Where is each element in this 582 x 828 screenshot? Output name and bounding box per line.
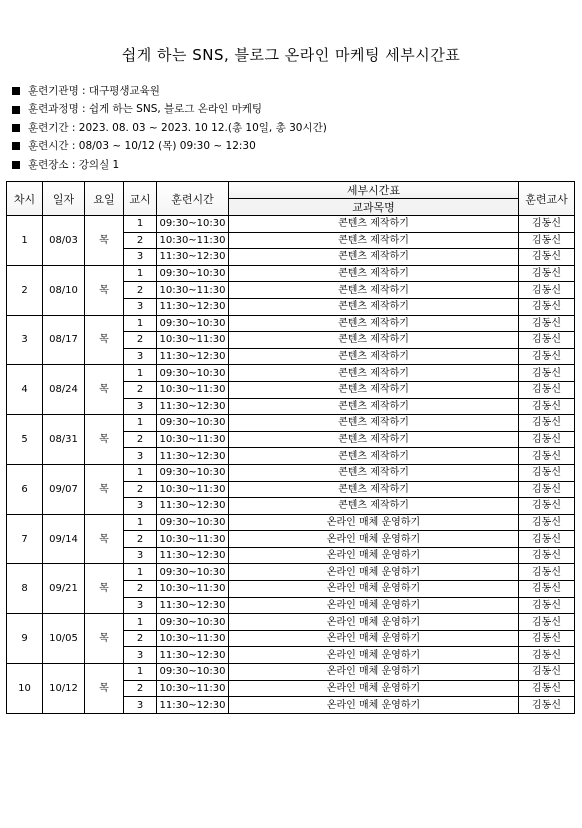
cell-date: 10/05 bbox=[43, 614, 85, 664]
square-bullet-icon bbox=[12, 87, 20, 95]
header-subject: 교과목명 bbox=[229, 199, 519, 216]
cell-period: 2 bbox=[124, 481, 157, 498]
cell-subject: 온라인 매체 운영하기 bbox=[229, 664, 519, 681]
cell-time: 11:30~12:30 bbox=[157, 348, 229, 365]
cell-date: 08/17 bbox=[43, 315, 85, 365]
info-item-hours bbox=[12, 137, 327, 155]
cell-subject: 온라인 매체 운영하기 bbox=[229, 564, 519, 581]
square-bullet-icon bbox=[12, 161, 20, 169]
info-text: 훈련과정명 : 쉽게 하는 SNS, 블로그 온라인 마케팅 bbox=[28, 103, 262, 116]
info-item-period bbox=[12, 119, 327, 137]
square-bullet-icon bbox=[12, 142, 20, 150]
info-item-location bbox=[12, 156, 327, 174]
cell-teacher: 김동신 bbox=[519, 282, 575, 299]
cell-round: 1 bbox=[7, 216, 43, 266]
cell-subject: 온라인 매체 운영하기 bbox=[229, 647, 519, 664]
cell-teacher: 김동신 bbox=[519, 647, 575, 664]
cell-round: 6 bbox=[7, 464, 43, 514]
cell-time: 10:30~11:30 bbox=[157, 381, 229, 398]
cell-time: 09:30~10:30 bbox=[157, 265, 229, 282]
cell-subject: 콘텐츠 제작하기 bbox=[229, 398, 519, 415]
cell-time: 11:30~12:30 bbox=[157, 597, 229, 614]
cell-teacher: 김동신 bbox=[519, 697, 575, 714]
cell-period: 1 bbox=[124, 415, 157, 432]
cell-subject: 온라인 매체 운영하기 bbox=[229, 514, 519, 531]
cell-teacher: 김동신 bbox=[519, 614, 575, 631]
info-item-institution bbox=[12, 82, 327, 100]
cell-time: 09:30~10:30 bbox=[157, 216, 229, 233]
cell-teacher: 김동신 bbox=[519, 332, 575, 349]
table-row bbox=[7, 514, 575, 531]
cell-subject: 온라인 매체 운영하기 bbox=[229, 680, 519, 697]
cell-period: 1 bbox=[124, 514, 157, 531]
cell-round: 4 bbox=[7, 365, 43, 415]
cell-date: 09/21 bbox=[43, 564, 85, 614]
cell-date: 09/07 bbox=[43, 464, 85, 514]
table-row bbox=[7, 365, 575, 382]
cell-time: 10:30~11:30 bbox=[157, 581, 229, 598]
cell-period: 1 bbox=[124, 216, 157, 233]
cell-time: 10:30~11:30 bbox=[157, 431, 229, 448]
table-row bbox=[7, 464, 575, 481]
cell-teacher: 김동신 bbox=[519, 265, 575, 282]
cell-round: 2 bbox=[7, 265, 43, 315]
cell-period: 2 bbox=[124, 630, 157, 647]
cell-date: 08/31 bbox=[43, 415, 85, 465]
cell-time: 10:30~11:30 bbox=[157, 680, 229, 697]
table-row bbox=[7, 265, 575, 282]
cell-day: 목 bbox=[85, 415, 124, 465]
cell-teacher: 김동신 bbox=[519, 381, 575, 398]
cell-subject: 온라인 매체 운영하기 bbox=[229, 547, 519, 564]
cell-period: 2 bbox=[124, 381, 157, 398]
cell-teacher: 김동신 bbox=[519, 680, 575, 697]
cell-teacher: 김동신 bbox=[519, 216, 575, 233]
cell-time: 10:30~11:30 bbox=[157, 332, 229, 349]
cell-period: 2 bbox=[124, 431, 157, 448]
cell-subject: 콘텐츠 제작하기 bbox=[229, 249, 519, 266]
cell-period: 3 bbox=[124, 398, 157, 415]
table-row bbox=[7, 664, 575, 681]
cell-time: 09:30~10:30 bbox=[157, 614, 229, 631]
cell-teacher: 김동신 bbox=[519, 398, 575, 415]
cell-teacher: 김동신 bbox=[519, 531, 575, 548]
info-text: 훈련장소 : 강의실 1 bbox=[28, 158, 120, 171]
cell-subject: 콘텐츠 제작하기 bbox=[229, 348, 519, 365]
cell-teacher: 김동신 bbox=[519, 464, 575, 481]
cell-time: 09:30~10:30 bbox=[157, 464, 229, 481]
cell-teacher: 김동신 bbox=[519, 514, 575, 531]
cell-teacher: 김동신 bbox=[519, 315, 575, 332]
cell-period: 3 bbox=[124, 697, 157, 714]
cell-subject: 콘텐츠 제작하기 bbox=[229, 448, 519, 465]
cell-subject: 콘텐츠 제작하기 bbox=[229, 232, 519, 249]
header-period: 교시 bbox=[124, 182, 157, 216]
cell-period: 2 bbox=[124, 332, 157, 349]
cell-subject: 온라인 매체 운영하기 bbox=[229, 614, 519, 631]
cell-time: 09:30~10:30 bbox=[157, 365, 229, 382]
cell-time: 11:30~12:30 bbox=[157, 547, 229, 564]
header-date: 일자 bbox=[43, 182, 85, 216]
cell-subject: 콘텐츠 제작하기 bbox=[229, 381, 519, 398]
cell-day: 목 bbox=[85, 315, 124, 365]
square-bullet-icon bbox=[12, 106, 20, 114]
cell-round: 3 bbox=[7, 315, 43, 365]
cell-time: 11:30~12:30 bbox=[157, 647, 229, 664]
cell-teacher: 김동신 bbox=[519, 481, 575, 498]
cell-subject: 콘텐츠 제작하기 bbox=[229, 216, 519, 233]
cell-day: 목 bbox=[85, 265, 124, 315]
cell-teacher: 김동신 bbox=[519, 581, 575, 598]
cell-time: 09:30~10:30 bbox=[157, 564, 229, 581]
cell-day: 목 bbox=[85, 664, 124, 714]
cell-time: 11:30~12:30 bbox=[157, 697, 229, 714]
cell-teacher: 김동신 bbox=[519, 498, 575, 515]
cell-time: 09:30~10:30 bbox=[157, 514, 229, 531]
cell-day: 목 bbox=[85, 564, 124, 614]
cell-period: 2 bbox=[124, 581, 157, 598]
cell-period: 1 bbox=[124, 365, 157, 382]
header-round: 차시 bbox=[7, 182, 43, 216]
cell-teacher: 김동신 bbox=[519, 597, 575, 614]
cell-period: 2 bbox=[124, 282, 157, 299]
cell-teacher: 김동신 bbox=[519, 664, 575, 681]
table-row bbox=[7, 614, 575, 631]
cell-teacher: 김동신 bbox=[519, 448, 575, 465]
cell-period: 3 bbox=[124, 647, 157, 664]
cell-subject: 콘텐츠 제작하기 bbox=[229, 265, 519, 282]
header-teacher: 훈련교사 bbox=[519, 182, 575, 216]
cell-teacher: 김동신 bbox=[519, 365, 575, 382]
cell-time: 09:30~10:30 bbox=[157, 664, 229, 681]
cell-period: 2 bbox=[124, 680, 157, 697]
cell-subject: 콘텐츠 제작하기 bbox=[229, 464, 519, 481]
cell-period: 1 bbox=[124, 564, 157, 581]
cell-period: 1 bbox=[124, 464, 157, 481]
cell-subject: 콘텐츠 제작하기 bbox=[229, 315, 519, 332]
cell-time: 11:30~12:30 bbox=[157, 448, 229, 465]
header-day: 요일 bbox=[85, 182, 124, 216]
cell-period: 3 bbox=[124, 249, 157, 266]
cell-time: 09:30~10:30 bbox=[157, 315, 229, 332]
info-text: 훈련기관명 : 대구평생교육원 bbox=[28, 85, 160, 97]
cell-round: 5 bbox=[7, 415, 43, 465]
cell-time: 10:30~11:30 bbox=[157, 481, 229, 498]
schedule-body bbox=[7, 216, 575, 714]
table-row bbox=[7, 315, 575, 332]
cell-period: 2 bbox=[124, 531, 157, 548]
cell-teacher: 김동신 bbox=[519, 564, 575, 581]
cell-teacher: 김동신 bbox=[519, 348, 575, 365]
cell-teacher: 김동신 bbox=[519, 547, 575, 564]
cell-date: 08/03 bbox=[43, 216, 85, 266]
cell-subject: 콘텐츠 제작하기 bbox=[229, 415, 519, 432]
cell-teacher: 김동신 bbox=[519, 249, 575, 266]
header-time: 훈련시간 bbox=[157, 182, 229, 216]
cell-teacher: 김동신 bbox=[519, 232, 575, 249]
table-row bbox=[7, 415, 575, 432]
cell-subject: 콘텐츠 제작하기 bbox=[229, 332, 519, 349]
cell-subject: 온라인 매체 운영하기 bbox=[229, 630, 519, 647]
cell-teacher: 김동신 bbox=[519, 298, 575, 315]
info-text: 훈련시간 : 08/03 ~ 10/12 (목) 09:30 ~ 12:30 bbox=[28, 140, 256, 153]
cell-round: 8 bbox=[7, 564, 43, 614]
cell-round: 10 bbox=[7, 664, 43, 714]
cell-time: 11:30~12:30 bbox=[157, 398, 229, 415]
cell-day: 목 bbox=[85, 216, 124, 266]
cell-day: 목 bbox=[85, 614, 124, 664]
cell-teacher: 김동신 bbox=[519, 415, 575, 432]
cell-date: 10/12 bbox=[43, 664, 85, 714]
cell-period: 1 bbox=[124, 315, 157, 332]
cell-period: 3 bbox=[124, 448, 157, 465]
cell-time: 10:30~11:30 bbox=[157, 282, 229, 299]
table-row bbox=[7, 216, 575, 233]
cell-time: 11:30~12:30 bbox=[157, 249, 229, 266]
cell-date: 08/24 bbox=[43, 365, 85, 415]
cell-subject: 온라인 매체 운영하기 bbox=[229, 531, 519, 548]
cell-subject: 콘텐츠 제작하기 bbox=[229, 498, 519, 515]
header-schedule: 세부시간표 bbox=[229, 182, 519, 199]
cell-round: 7 bbox=[7, 514, 43, 564]
cell-day: 목 bbox=[85, 464, 124, 514]
cell-round: 9 bbox=[7, 614, 43, 664]
cell-date: 08/10 bbox=[43, 265, 85, 315]
cell-period: 3 bbox=[124, 298, 157, 315]
cell-time: 11:30~12:30 bbox=[157, 498, 229, 515]
cell-period: 3 bbox=[124, 348, 157, 365]
info-text: 훈련기간 : 2023. 08. 03 ~ 2023. 10 12.(총 10일, 총 30시간) bbox=[28, 121, 327, 134]
cell-subject: 온라인 매체 운영하기 bbox=[229, 697, 519, 714]
cell-period: 2 bbox=[124, 232, 157, 249]
cell-time: 10:30~11:30 bbox=[157, 531, 229, 548]
cell-period: 1 bbox=[124, 664, 157, 681]
cell-day: 목 bbox=[85, 514, 124, 564]
cell-day: 목 bbox=[85, 365, 124, 415]
cell-time: 10:30~11:30 bbox=[157, 232, 229, 249]
cell-period: 1 bbox=[124, 614, 157, 631]
cell-time: 11:30~12:30 bbox=[157, 298, 229, 315]
cell-period: 3 bbox=[124, 498, 157, 515]
cell-teacher: 김동신 bbox=[519, 630, 575, 647]
cell-subject: 콘텐츠 제작하기 bbox=[229, 431, 519, 448]
cell-period: 3 bbox=[124, 597, 157, 614]
table-row bbox=[7, 564, 575, 581]
cell-subject: 온라인 매체 운영하기 bbox=[229, 597, 519, 614]
cell-time: 09:30~10:30 bbox=[157, 415, 229, 432]
course-info-list bbox=[12, 82, 327, 174]
square-bullet-icon bbox=[12, 124, 20, 132]
cell-subject: 콘텐츠 제작하기 bbox=[229, 298, 519, 315]
cell-subject: 콘텐츠 제작하기 bbox=[229, 282, 519, 299]
document-title: 쉽게 하는 SNS, 블로그 온라인 마케팅 세부시간표 bbox=[121, 46, 461, 64]
cell-teacher: 김동신 bbox=[519, 431, 575, 448]
info-item-course bbox=[12, 100, 327, 118]
cell-period: 3 bbox=[124, 547, 157, 564]
cell-period: 1 bbox=[124, 265, 157, 282]
cell-subject: 콘텐츠 제작하기 bbox=[229, 365, 519, 382]
cell-time: 10:30~11:30 bbox=[157, 630, 229, 647]
cell-subject: 콘텐츠 제작하기 bbox=[229, 481, 519, 498]
schedule-table bbox=[6, 181, 575, 714]
cell-date: 09/14 bbox=[43, 514, 85, 564]
cell-subject: 온라인 매체 운영하기 bbox=[229, 581, 519, 598]
